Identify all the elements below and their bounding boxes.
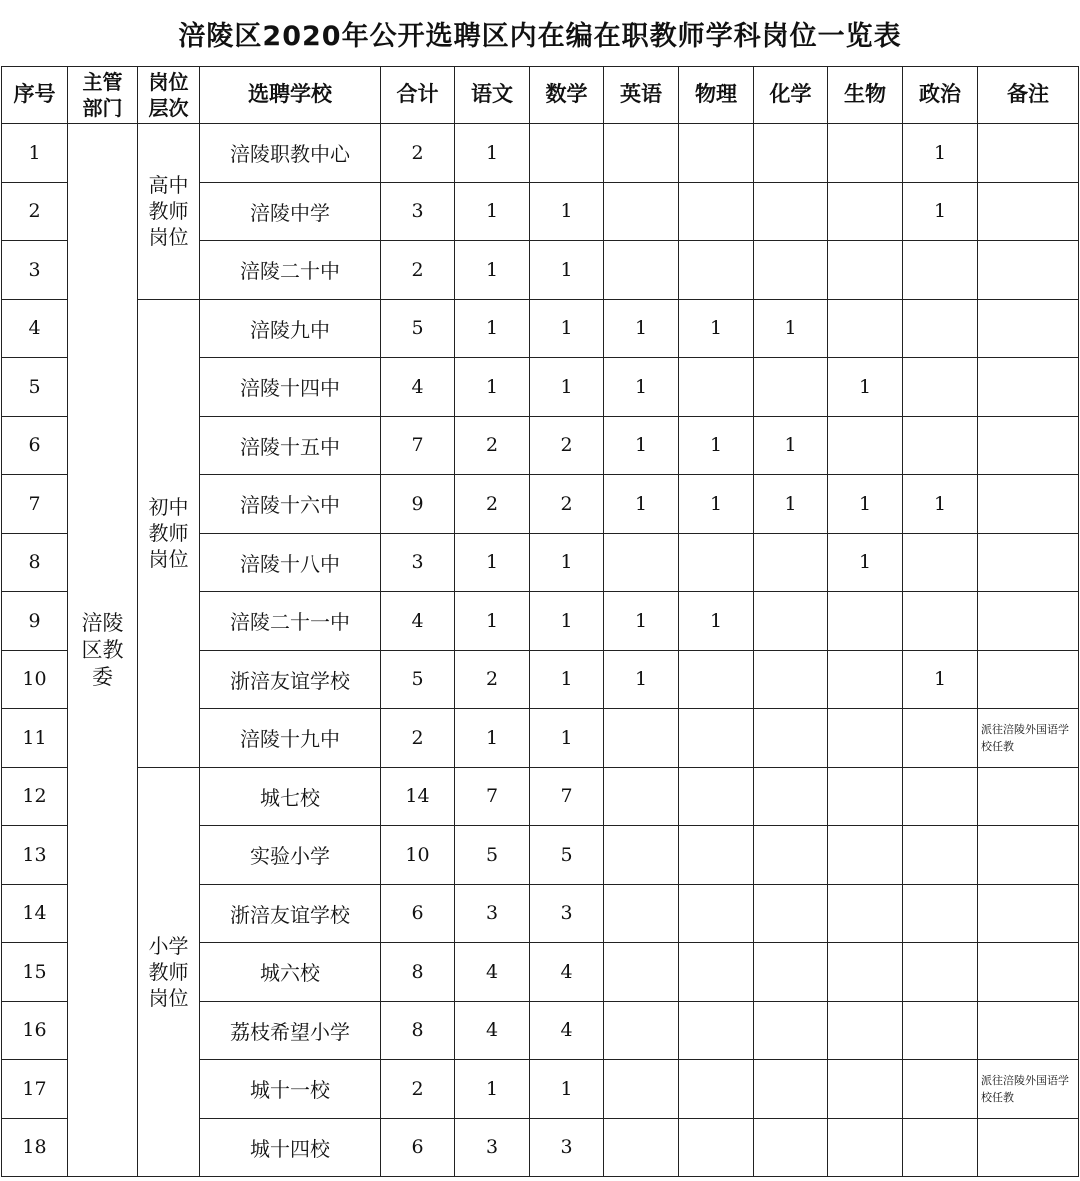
row-english [604,533,679,592]
row-school: 涪陵十六中 [200,475,381,534]
row-physics [679,182,754,241]
row-school: 涪陵中学 [200,182,381,241]
row-chemistry [754,709,828,768]
row-chinese: 7 [455,767,530,826]
level-group-label: 小学教师岗位 [148,933,189,1010]
row-biology: 1 [828,358,903,417]
row-seq: 7 [2,475,68,534]
row-english [604,124,679,183]
row-math: 4 [530,943,604,1002]
row-math: 1 [530,1060,604,1119]
row-physics [679,767,754,826]
row-remark [978,650,1079,709]
row-chinese: 1 [455,592,530,651]
row-biology [828,1118,903,1177]
row-physics [679,884,754,943]
row-chinese: 1 [455,299,530,358]
level-group-middle [138,299,200,767]
row-politics [903,533,978,592]
row-english [604,1060,679,1119]
row-total: 8 [381,943,455,1002]
row-total: 3 [381,182,455,241]
row-chemistry [754,533,828,592]
row-biology [828,1060,903,1119]
row-remark: 派往涪陵外国语学校任教 [978,1060,1079,1119]
row-physics [679,124,754,183]
row-total: 2 [381,709,455,768]
row-math: 1 [530,299,604,358]
row-physics: 1 [679,299,754,358]
row-seq: 9 [2,592,68,651]
row-physics: 1 [679,475,754,534]
row-chemistry [754,943,828,1002]
row-chemistry [754,592,828,651]
header-biology: 生物 [828,67,903,124]
row-politics: 1 [903,475,978,534]
row-remark [978,826,1079,885]
row-school: 城十四校 [200,1118,381,1177]
row-english: 1 [604,650,679,709]
row-math: 1 [530,182,604,241]
header-remark: 备注 [978,67,1079,124]
row-seq: 10 [2,650,68,709]
row-remark [978,943,1079,1002]
row-seq: 11 [2,709,68,768]
row-chinese: 3 [455,1118,530,1177]
department-cell [68,124,138,1177]
row-physics [679,826,754,885]
row-politics [903,592,978,651]
row-total: 5 [381,299,455,358]
row-remark [978,1001,1079,1060]
header-level [138,67,200,124]
row-chemistry [754,1001,828,1060]
row-chemistry [754,241,828,300]
row-chinese: 1 [455,358,530,417]
row-politics: 1 [903,124,978,183]
row-politics [903,416,978,475]
row-remark [978,1118,1079,1177]
row-politics [903,943,978,1002]
row-chemistry [754,826,828,885]
row-politics [903,1001,978,1060]
row-english [604,1001,679,1060]
row-remark [978,592,1079,651]
row-politics [903,709,978,768]
row-biology [828,299,903,358]
row-biology [828,182,903,241]
row-total: 4 [381,592,455,651]
row-remark [978,533,1079,592]
row-chemistry: 1 [754,475,828,534]
row-chinese: 1 [455,709,530,768]
row-school: 浙涪友谊学校 [200,884,381,943]
row-school: 涪陵十九中 [200,709,381,768]
row-english [604,826,679,885]
row-chinese: 2 [455,475,530,534]
row-total: 2 [381,1060,455,1119]
row-total: 14 [381,767,455,826]
row-remark [978,299,1079,358]
row-physics [679,650,754,709]
row-math: 1 [530,709,604,768]
row-biology [828,416,903,475]
row-biology [828,943,903,1002]
row-math: 1 [530,592,604,651]
table-row [2,767,1079,826]
row-remark [978,358,1079,417]
row-chinese: 4 [455,943,530,1002]
row-seq: 12 [2,767,68,826]
row-politics [903,299,978,358]
row-biology: 1 [828,475,903,534]
row-total: 6 [381,884,455,943]
row-school: 涪陵二十一中 [200,592,381,651]
row-english: 1 [604,299,679,358]
row-total: 7 [381,416,455,475]
row-school: 荔枝希望小学 [200,1001,381,1060]
row-chinese: 1 [455,241,530,300]
row-chinese: 1 [455,1060,530,1119]
row-chemistry [754,358,828,417]
row-biology: 1 [828,533,903,592]
header-school: 选聘学校 [200,67,381,124]
row-seq: 3 [2,241,68,300]
row-english: 1 [604,358,679,417]
row-school: 涪陵二十中 [200,241,381,300]
row-biology [828,709,903,768]
row-physics [679,533,754,592]
row-remark: 派往涪陵外国语学校任教 [978,709,1079,768]
row-seq: 14 [2,884,68,943]
table-row [2,124,1079,183]
row-physics: 1 [679,416,754,475]
row-school: 涪陵九中 [200,299,381,358]
row-seq: 18 [2,1118,68,1177]
row-seq: 1 [2,124,68,183]
row-chinese: 2 [455,416,530,475]
row-math: 3 [530,884,604,943]
header-english: 英语 [604,67,679,124]
row-politics: 1 [903,650,978,709]
row-english [604,767,679,826]
row-politics [903,241,978,300]
row-math: 1 [530,358,604,417]
row-total: 3 [381,533,455,592]
row-physics [679,241,754,300]
row-total: 2 [381,241,455,300]
row-english: 1 [604,475,679,534]
row-chemistry [754,182,828,241]
row-physics [679,358,754,417]
row-total: 10 [381,826,455,885]
level-group-label: 高中教师岗位 [148,173,189,250]
row-school: 涪陵十八中 [200,533,381,592]
row-chinese: 1 [455,533,530,592]
row-seq: 5 [2,358,68,417]
row-politics [903,767,978,826]
header-row [2,67,1079,124]
row-chemistry [754,650,828,709]
row-chinese: 5 [455,826,530,885]
row-english [604,241,679,300]
row-biology [828,826,903,885]
row-english [604,943,679,1002]
row-school: 城十一校 [200,1060,381,1119]
row-physics: 1 [679,592,754,651]
row-remark [978,241,1079,300]
row-politics [903,826,978,885]
header-level-label: 岗位层次 [148,70,189,120]
row-total: 6 [381,1118,455,1177]
row-school: 浙涪友谊学校 [200,650,381,709]
row-politics: 1 [903,182,978,241]
row-remark [978,767,1079,826]
row-school: 实验小学 [200,826,381,885]
header-physics: 物理 [679,67,754,124]
row-total: 8 [381,1001,455,1060]
header-total: 合计 [381,67,455,124]
row-seq: 6 [2,416,68,475]
row-chemistry: 1 [754,416,828,475]
row-chemistry [754,1118,828,1177]
row-seq: 2 [2,182,68,241]
row-physics [679,943,754,1002]
row-biology [828,767,903,826]
row-math: 1 [530,241,604,300]
row-chemistry [754,1060,828,1119]
row-politics [903,1060,978,1119]
row-biology [828,124,903,183]
level-group-high [138,124,200,300]
row-politics [903,884,978,943]
row-seq: 15 [2,943,68,1002]
row-school: 涪陵十四中 [200,358,381,417]
row-chinese: 2 [455,650,530,709]
row-seq: 13 [2,826,68,885]
header-dept [68,67,138,124]
row-chinese: 1 [455,124,530,183]
row-math: 2 [530,475,604,534]
row-english: 1 [604,592,679,651]
department-label: 涪陵区教委 [81,610,124,689]
row-school: 城六校 [200,943,381,1002]
row-seq: 16 [2,1001,68,1060]
row-politics [903,358,978,417]
row-total: 2 [381,124,455,183]
row-physics [679,1060,754,1119]
row-biology [828,241,903,300]
header-math: 数学 [530,67,604,124]
row-seq: 4 [2,299,68,358]
row-english [604,1118,679,1177]
row-biology [828,592,903,651]
row-physics [679,1001,754,1060]
row-seq: 8 [2,533,68,592]
row-english [604,182,679,241]
row-biology [828,650,903,709]
header-politics: 政治 [903,67,978,124]
row-math: 3 [530,1118,604,1177]
row-math: 1 [530,650,604,709]
row-english: 1 [604,416,679,475]
row-chinese: 1 [455,182,530,241]
row-biology [828,1001,903,1060]
row-remark [978,182,1079,241]
level-group-primary [138,767,200,1177]
header-chemistry: 化学 [754,67,828,124]
row-politics [903,1118,978,1177]
row-chinese: 3 [455,884,530,943]
row-school: 涪陵十五中 [200,416,381,475]
row-total: 9 [381,475,455,534]
row-chemistry [754,884,828,943]
row-chemistry: 1 [754,299,828,358]
header-dept-label: 主管部门 [82,70,123,120]
header-seq: 序号 [2,67,68,124]
level-group-label: 初中教师岗位 [148,495,189,571]
row-total: 5 [381,650,455,709]
row-school: 涪陵职教中心 [200,124,381,183]
row-remark [978,416,1079,475]
row-math: 1 [530,533,604,592]
row-english [604,884,679,943]
row-math [530,124,604,183]
row-math: 4 [530,1001,604,1060]
row-math: 2 [530,416,604,475]
table-row [2,299,1079,358]
row-chinese: 4 [455,1001,530,1060]
row-math: 7 [530,767,604,826]
row-remark [978,124,1079,183]
row-physics [679,1118,754,1177]
header-chinese: 语文 [455,67,530,124]
positions-table [1,66,1079,1177]
row-math: 5 [530,826,604,885]
table-body [2,124,1079,1177]
row-remark [978,475,1079,534]
row-english [604,709,679,768]
row-school: 城七校 [200,767,381,826]
row-chemistry [754,124,828,183]
row-remark [978,884,1079,943]
table-title: 涪陵区2020年公开选聘区内在编在职教师学科岗位一览表 [178,20,902,52]
row-seq: 17 [2,1060,68,1119]
row-total: 4 [381,358,455,417]
row-chemistry [754,767,828,826]
row-biology [828,884,903,943]
row-physics [679,709,754,768]
